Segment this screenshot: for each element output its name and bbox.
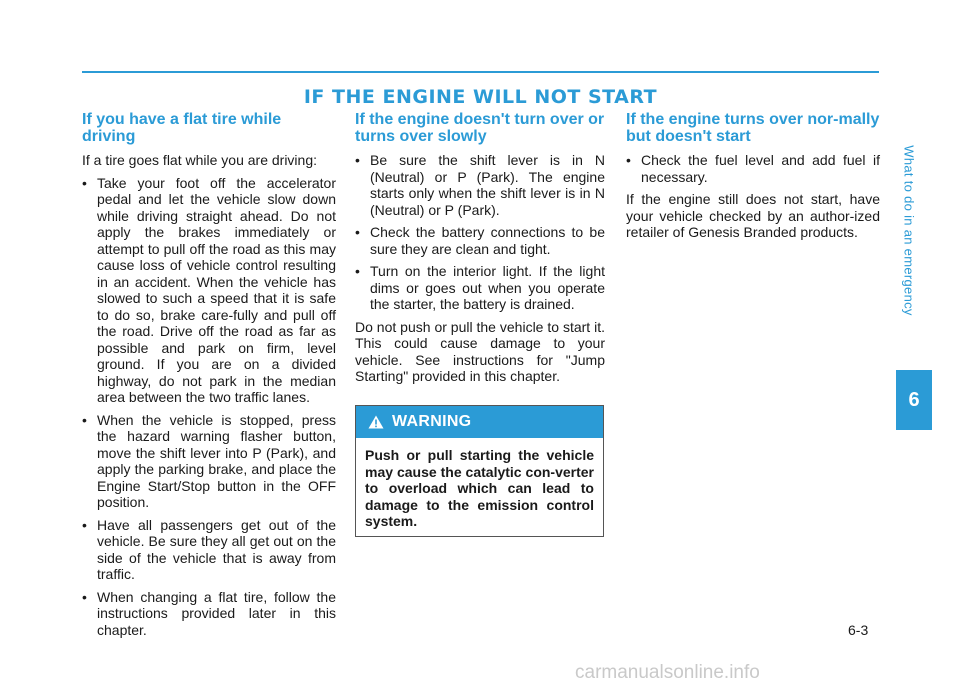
- no-start-section: [626, 111, 880, 247]
- no-turnover-list: [355, 152, 605, 313]
- no-start-paragraph: If the engine still does not start, have your vehicle checked by an author-ized retailer of Genesis Branded products.: [626, 191, 880, 240]
- flat-tire-heading: If you have a flat tire while driving: [82, 111, 282, 145]
- page-number: 6-3: [848, 622, 869, 638]
- list-item: • Take your foot off the accelerator pedal and let the vehicle slow down while driving straight ahead. Do not apply the brakes immediately or attempt to pull off the road as this may cause loss of vehicle control resulting in an accident. When the vehicle has slowed to such a speed that it is safe to do so, brake care-fully and pull off the road. Drive off the road as far as possible and park on firm, level ground. If you are on a divided highway, do not park in the median area between the two traffic lanes.: [82, 175, 336, 406]
- no-turnover-paragraph: Do not push or pull the vehicle to start it. This could cause damage to your vehicle. See instructions for "Jump Starting" provided in this chapter.: [355, 318, 605, 384]
- watermark: carmanualsonline.info: [575, 662, 760, 683]
- list-item: • When the vehicle is stopped, press the hazard warning flasher button, move the shift lever into P (Park), and apply the parking brake, and place the Engine Start/Stop button in the OFF position.: [82, 412, 336, 511]
- flat-tire-intro: If a tire goes flat while you are driving:: [82, 152, 318, 168]
- page-heading: IF THE ENGINE WILL NOT START: [303, 86, 658, 108]
- chapter-tab: [896, 370, 932, 430]
- warning-box: [355, 405, 604, 537]
- list-item: • Turn on the interior light. If the light dims or goes out when you operate the starter, the battery is drained.: [355, 263, 605, 313]
- warning-triangle-icon: [368, 415, 384, 429]
- chapter-number: 6: [908, 388, 920, 411]
- list-item: • Have all passengers get out of the vehicle. Be sure they all get out on the side of the vehicle that is away from traffic.: [82, 517, 336, 583]
- flat-tire-list: [82, 175, 336, 639]
- warning-body: Push or pull starting the vehicle may cause the catalytic con-verter to overload which can lead to damage to the emission control system.: [365, 447, 594, 529]
- warning-header: [356, 406, 603, 438]
- top-rule: [82, 71, 879, 73]
- section-side-label: [891, 90, 927, 370]
- flat-tire-section: [82, 111, 336, 644]
- no-start-heading: If the engine turns over nor-mally but doesn't start: [626, 111, 880, 145]
- section-label: What to do in an emergency: [901, 144, 917, 316]
- warning-title: WARNING: [392, 413, 472, 430]
- no-turnover-section: [355, 111, 605, 391]
- no-turnover-heading: If the engine doesn't turn over or turns over slowly: [355, 111, 605, 145]
- list-item: • Check the battery connections to be sure they are clean and tight.: [355, 224, 605, 257]
- no-start-list: [626, 152, 880, 185]
- list-item: • Be sure the shift lever is in N (Neutral) or P (Park). The engine starts only when the shift lever is in N (Neutral) or P (Park).: [355, 152, 605, 218]
- list-item: • Check the fuel level and add fuel if necessary.: [626, 152, 880, 185]
- list-item: • When changing a flat tire, follow the instructions provided later in this chapter.: [82, 589, 336, 639]
